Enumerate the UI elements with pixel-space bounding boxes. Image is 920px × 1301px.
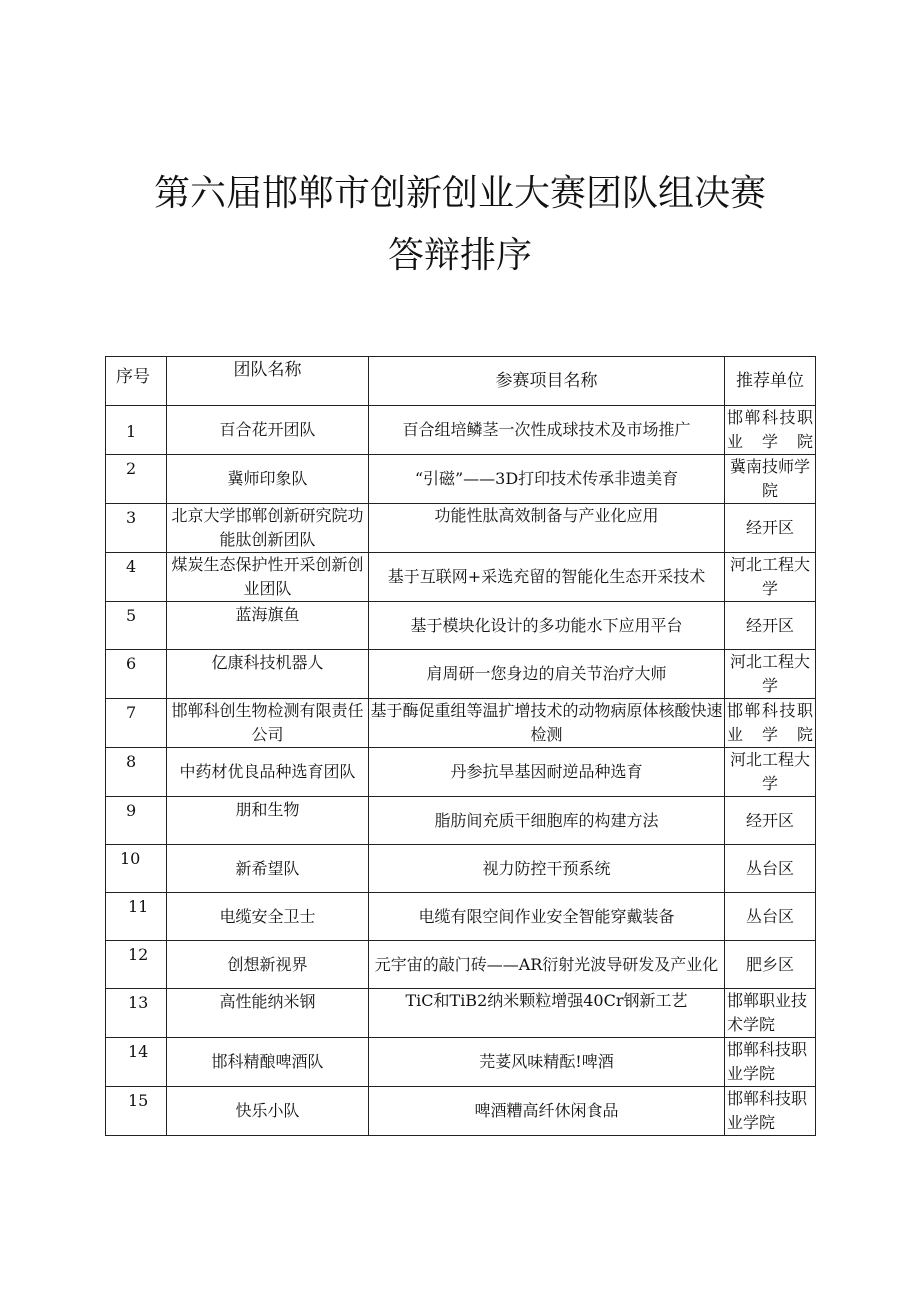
row-team: 快乐小队 [167, 1087, 369, 1136]
table-row [106, 797, 816, 845]
table-row [106, 699, 816, 748]
row-project: 元宇宙的敲门砖——AR衍射光波导研发及产业化 [369, 941, 725, 989]
row-unit: 邯郸职业技术学院 [725, 989, 816, 1038]
row-project: 电缆有限空间作业安全智能穿戴装备 [369, 893, 725, 941]
table-row [106, 845, 816, 893]
row-team: 邯科精酿啤酒队 [167, 1038, 369, 1087]
row-index: 7 [106, 699, 167, 748]
row-project: 基于模块化设计的多功能水下应用平台 [369, 602, 725, 650]
table-row [106, 504, 816, 553]
table-row [106, 553, 816, 602]
row-unit: 肥乡区 [725, 941, 816, 989]
row-team: 邯郸科创生物检测有限责任公司 [167, 699, 369, 748]
row-unit: 冀南技师学院 [725, 455, 816, 504]
header-index: 序号 [106, 357, 167, 406]
table-row [106, 1038, 816, 1087]
row-index: 8 [106, 748, 167, 797]
row-index: 14 [106, 1038, 167, 1087]
row-unit: 邯郸科技职业学院 [725, 699, 816, 748]
table-row [106, 406, 816, 455]
table-row [106, 748, 816, 797]
row-unit: 经开区 [725, 504, 816, 553]
row-team: 电缆安全卫士 [167, 893, 369, 941]
row-index: 2 [106, 455, 167, 504]
row-unit: 邯郸科技职业学院 [725, 1087, 816, 1136]
row-team: 朋和生物 [167, 797, 369, 845]
row-unit: 河北工程大学 [725, 553, 816, 602]
row-index: 4 [106, 553, 167, 602]
row-project: 芫荽风味精酝!啤酒 [369, 1038, 725, 1087]
table-row [106, 650, 816, 699]
row-project: “引磁”——3D打印技术传承非遗美育 [369, 455, 725, 504]
row-unit: 丛台区 [725, 845, 816, 893]
row-project: 丹参抗旱基因耐逆品种选育 [369, 748, 725, 797]
row-team: 创想新视界 [167, 941, 369, 989]
row-project: 百合组培鳞茎一次性成球技术及市场推广 [369, 406, 725, 455]
row-unit: 河北工程大学 [725, 748, 816, 797]
row-index: 13 [106, 989, 167, 1038]
table-row [106, 989, 816, 1038]
table-row [106, 893, 816, 941]
header-team: 团队名称 [167, 357, 369, 406]
table-row [106, 602, 816, 650]
row-team: 亿康科技机器人 [167, 650, 369, 699]
row-project: 肩周研一您身边的肩关节治疗大师 [369, 650, 725, 699]
row-index: 3 [106, 504, 167, 553]
row-project: 基于酶促重组等温扩增技术的动物病原体核酸快速检测 [369, 699, 725, 748]
row-index: 15 [106, 1087, 167, 1136]
row-index: 1 [106, 406, 167, 455]
table-header-row [106, 357, 816, 406]
row-unit: 河北工程大学 [725, 650, 816, 699]
document-title: 第六届邯郸市创新创业大赛团队组决赛 [153, 173, 766, 214]
row-index: 5 [106, 602, 167, 650]
row-unit: 经开区 [725, 797, 816, 845]
row-team: 蓝海旗鱼 [167, 602, 369, 650]
table-row [106, 941, 816, 989]
row-unit: 经开区 [725, 602, 816, 650]
row-team: 北京大学邯郸创新研究院功能肽创新团队 [167, 504, 369, 553]
row-index: 11 [106, 893, 167, 941]
ranking-table [105, 356, 816, 1136]
row-team: 新希望队 [167, 845, 369, 893]
row-project: 视力防控干预系统 [369, 845, 725, 893]
row-team: 高性能纳米钢 [167, 989, 369, 1038]
row-index: 6 [106, 650, 167, 699]
row-index: 9 [106, 797, 167, 845]
row-project: 脂肪间充质干细胞库的构建方法 [369, 797, 725, 845]
row-team: 煤炭生态保护性开采创新创业团队 [167, 553, 369, 602]
table-row [106, 1087, 816, 1136]
header-unit: 推荐单位 [725, 357, 816, 406]
row-team: 百合花开团队 [167, 406, 369, 455]
row-project: 基于互联网+采选充留的智能化生态开采技术 [369, 553, 725, 602]
row-project: TiC和TiB2纳米颗粒增强40Cr钢新工艺 [369, 989, 725, 1038]
row-index: 10 [106, 845, 167, 893]
row-unit: 邯郸科技职业学院 [725, 1038, 816, 1087]
row-project: 啤酒糟高纤休闲食品 [369, 1087, 725, 1136]
row-team: 冀师印象队 [167, 455, 369, 504]
row-team: 中药材优良品种选育团队 [167, 748, 369, 797]
row-unit: 丛台区 [725, 893, 816, 941]
row-project: 功能性肽高效制备与产业化应用 [369, 504, 725, 553]
row-unit: 邯郸科技职业学院 [725, 406, 816, 455]
document-subtitle: 答辩排序 [387, 235, 532, 276]
table-row [106, 455, 816, 504]
header-project: 参赛项目名称 [369, 357, 725, 406]
row-index: 12 [106, 941, 167, 989]
